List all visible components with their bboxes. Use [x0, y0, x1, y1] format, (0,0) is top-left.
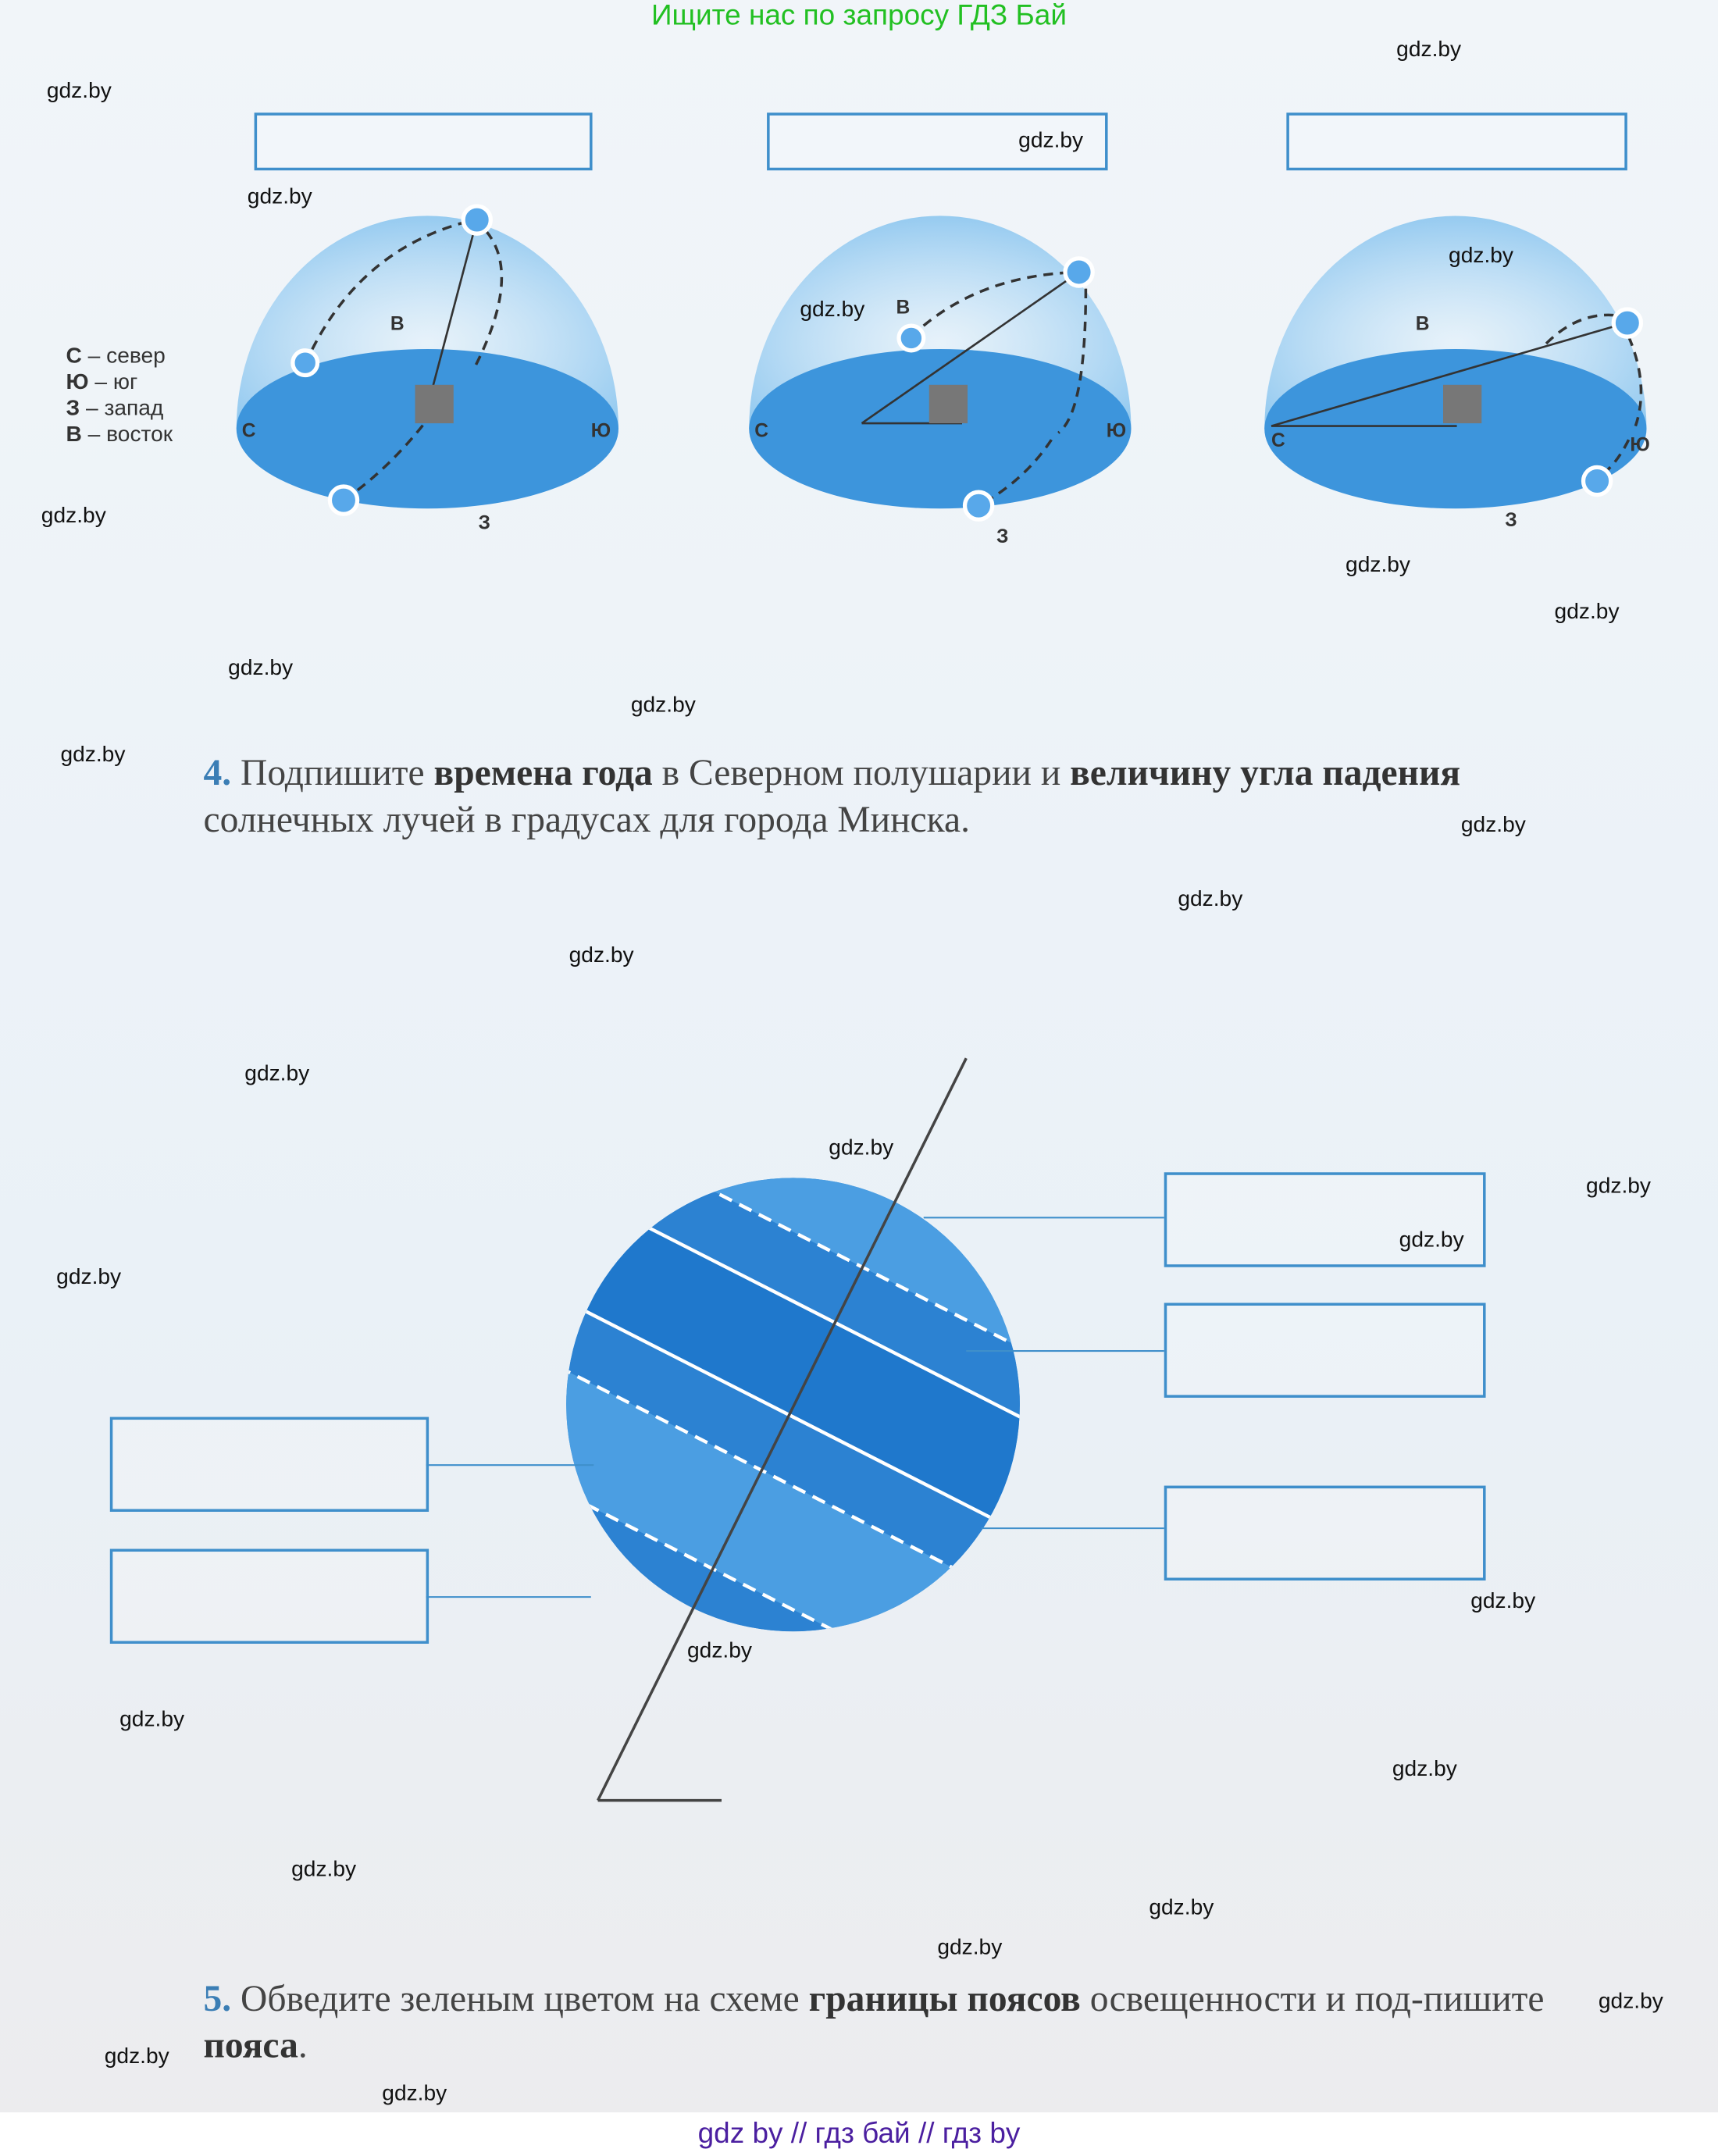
watermark: gdz.by: [1460, 813, 1526, 837]
watermark: gdz.by: [1449, 244, 1514, 269]
svg-text:Ю: Ю: [1106, 420, 1127, 442]
svg-text:С: С: [754, 420, 769, 442]
watermark: gdz.by: [630, 693, 696, 718]
watermark: gdz.by: [569, 944, 634, 968]
watermark: gdz.by: [56, 1265, 122, 1289]
watermark: gdz.by: [1149, 1896, 1214, 1920]
watermark: gdz.by: [1392, 1758, 1457, 1781]
svg-text:Ю: Ю: [1630, 434, 1650, 456]
watermark: gdz.by: [60, 743, 126, 768]
answer-box-belt-right-2[interactable]: [1164, 1303, 1486, 1397]
watermark: gdz.by: [46, 80, 112, 103]
legend-item: Ю – юг: [66, 371, 138, 395]
sky-dome-2: [749, 216, 1131, 547]
castle-icon: [1443, 385, 1481, 423]
svg-text:В: В: [1415, 313, 1430, 335]
castle-icon: [415, 385, 454, 423]
watermark: gdz.by: [41, 504, 106, 528]
svg-text:З: З: [478, 512, 490, 534]
watermark: gdz.by: [228, 657, 294, 681]
watermark: gdz.by: [291, 1858, 357, 1882]
task-4-text: 4. Подпишите времена года в Северном полушарии и величину угла падения солнечных лучей в градусах для города Минска.: [203, 751, 1461, 840]
watermark: gdz.by: [104, 2044, 169, 2069]
watermark: gdz.by: [829, 1136, 894, 1160]
watermark: gdz.by: [1399, 1228, 1464, 1253]
watermark: gdz.by: [1586, 1174, 1652, 1199]
svg-text:В: В: [390, 313, 405, 335]
task-5-text: 5. Обведите зеленым цветом на схеме границы поясов освещенности и под-пишите пояса.: [203, 1977, 1545, 2066]
svg-text:З: З: [996, 526, 1009, 548]
svg-text:С: С: [241, 420, 256, 442]
watermark: gdz.by: [244, 1062, 310, 1086]
watermark: gdz.by: [800, 298, 865, 322]
svg-text:З: З: [1505, 510, 1517, 532]
answer-box-belt-left-1[interactable]: [110, 1417, 429, 1512]
legend-item: В – восток: [66, 423, 173, 447]
watermark: gdz.by: [1598, 1990, 1663, 2014]
legend-item: С – север: [66, 344, 166, 369]
watermark: gdz.by: [1178, 887, 1243, 911]
watermark: gdz.by: [1554, 600, 1620, 625]
watermark: gdz.by: [1470, 1590, 1536, 1614]
svg-text:В: В: [896, 297, 911, 319]
sky-dome-1: [237, 206, 618, 534]
watermark: gdz.by: [119, 1708, 185, 1732]
castle-icon: [929, 385, 968, 423]
watermark: gdz.by: [1396, 38, 1462, 62]
watermark: gdz.by: [687, 1639, 752, 1663]
answer-box-belt-right-3[interactable]: [1164, 1486, 1486, 1580]
svg-text:Ю: Ю: [590, 420, 611, 442]
watermark: gdz.by: [937, 1936, 1003, 1960]
earth-illumination-globe: [419, 1035, 1167, 1801]
watermark: gdz.by: [247, 185, 312, 209]
bottom-banner: gdz by // гдз бай // гдз by: [0, 2112, 1718, 2156]
watermark: gdz.by: [1346, 554, 1411, 578]
svg-text:С: С: [1271, 430, 1285, 451]
legend-item: З – запад: [66, 397, 164, 421]
watermark: gdz.by: [1018, 129, 1084, 153]
answer-box-belt-left-2[interactable]: [110, 1549, 429, 1644]
top-banner: Ищите нас по запросу ГДЗ Бай: [650, 0, 1067, 32]
watermark: gdz.by: [382, 2082, 447, 2106]
